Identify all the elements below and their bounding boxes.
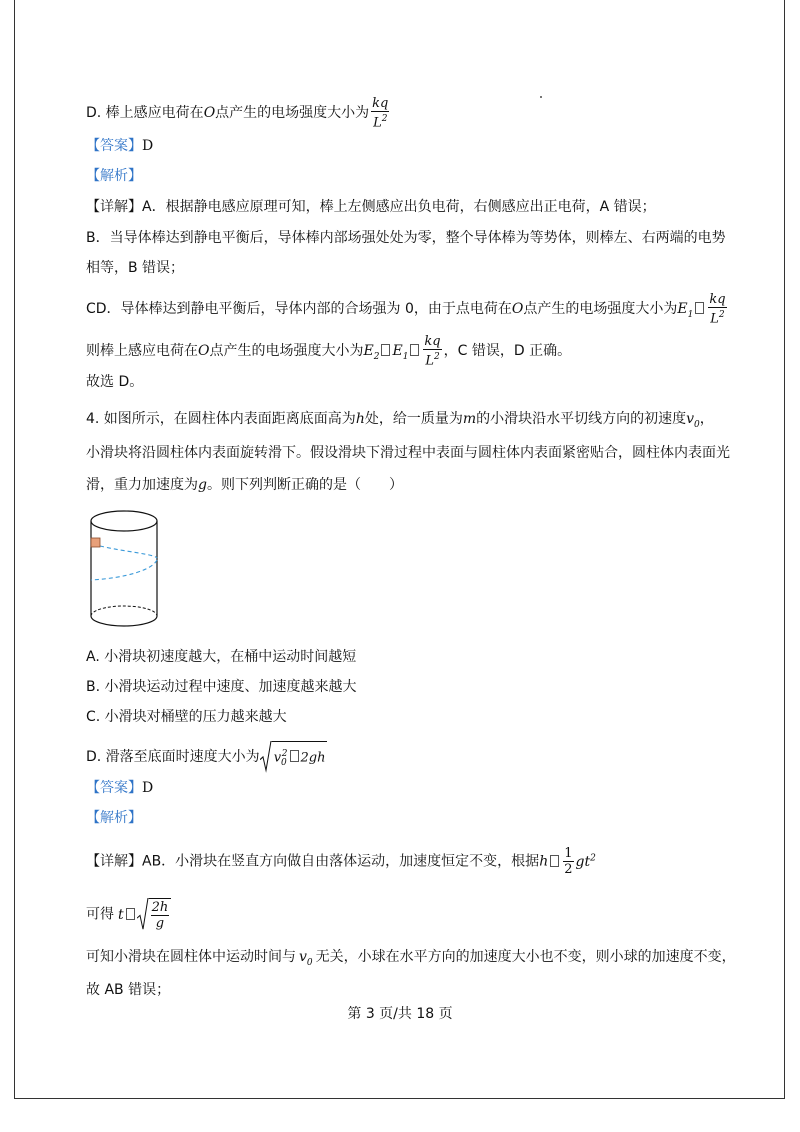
detail-cd1-text: CD．导体棒达到静电平衡后，导体内部的合场强为 0，由于点电荷在 xyxy=(86,301,512,318)
missing-glyph-box xyxy=(550,855,559,867)
q4-analysis-tag xyxy=(86,808,142,828)
path-upper-dashed xyxy=(100,546,157,558)
analysis-tag: 【解析】 xyxy=(86,810,142,826)
stem2-text: 小滑块将沿圆柱体内表面旋转滑下。假设滑块下滑过程中表面与圆柱体内表面紧密贴合，圆柱体内表面光 xyxy=(86,445,730,461)
answer-tag: 【答案】 xyxy=(86,138,142,154)
detail-c-prefix: 可知小滑块在圆柱体中运动时间与 xyxy=(86,949,296,965)
option-a-text: A. 小滑块初速度越大，在桶中运动时间越短 xyxy=(86,649,357,665)
q3-answer xyxy=(86,136,153,156)
analysis-tag: 【解析】 xyxy=(86,168,142,184)
stem1-text: 4. 如图所示，在圆柱体内表面距离底面高为 xyxy=(86,411,356,427)
var-h: h xyxy=(355,411,365,427)
e1-symbol: $E_1$ xyxy=(677,301,694,320)
radical-sign xyxy=(260,741,272,773)
slider-block xyxy=(91,538,100,547)
q4-detail-end xyxy=(86,980,170,1000)
missing-glyph-box xyxy=(381,344,390,356)
q4-option-d xyxy=(86,741,327,773)
radical-sign xyxy=(137,898,149,931)
point-o: O xyxy=(203,105,216,122)
q4-detail-c xyxy=(86,947,736,973)
q3-detail-cd2 xyxy=(86,334,571,368)
stem1-b: 处，给一质量为 xyxy=(364,411,463,427)
answer-tag: 【答案】 xyxy=(86,780,142,796)
detail-end-text: 故 AB 错误； xyxy=(86,982,171,998)
sqrt-expression: $v_0^2$ 2gh xyxy=(260,741,328,773)
q3-detail-cd1 xyxy=(86,292,729,326)
speck xyxy=(540,96,542,98)
detail-tag: 【详解】 xyxy=(86,199,142,215)
missing-glyph-box xyxy=(126,908,135,920)
stem1-c: 的小滑块沿水平切线方向的初速度 xyxy=(476,411,687,427)
q4-detail-t xyxy=(86,898,171,931)
sqrt-fraction: $\frac{2h}{g}$ xyxy=(137,898,172,931)
detail-cd2-text: 则棒上感应电荷在 xyxy=(86,343,198,360)
q3-detail-b1 xyxy=(86,228,726,248)
detail-t-prefix: 可得 xyxy=(86,906,114,923)
detail-cd2-suffix: ，C 错误，D 正确。 xyxy=(443,343,572,360)
q3-option-d-text: D. 棒上感应电荷在 xyxy=(86,105,204,122)
fraction-kq-l2: $\frac{kq}{L^2}$ xyxy=(709,292,726,327)
point-o: O xyxy=(198,343,210,360)
var-v0: $v_0$ xyxy=(299,949,313,968)
q3-conclusion xyxy=(86,372,143,392)
cylinder-bottom-front xyxy=(91,616,157,626)
q4-option-b xyxy=(86,677,357,697)
option-b-text: B. 小滑块运动过程中速度、加速度越来越大 xyxy=(86,679,357,695)
q3-option-d-mid: 点产生的电场强度大小为 xyxy=(215,105,370,122)
stem3-text: 滑，重力加速度为 xyxy=(86,477,198,493)
conclusion-text: 故选 D。 xyxy=(86,374,144,390)
page-footer xyxy=(0,1003,800,1023)
var-v0: $v_0$ xyxy=(686,411,700,430)
detail-cd1-mid: 点产生的电场强度大小为 xyxy=(523,301,678,318)
detail-cd2-mid: 点产生的电场强度大小为 xyxy=(209,343,364,360)
var-g: g xyxy=(198,477,207,493)
stem3-b: 。则下列判断正确的是（ ） xyxy=(206,477,403,493)
e2-symbol: $E_2$ xyxy=(363,343,380,362)
option-c-text: C. 小滑块对桶壁的压力越来越大 xyxy=(86,709,287,725)
detail-tag: 【详解】 xyxy=(86,853,142,870)
gt-squared: $gt^2$ xyxy=(575,852,596,870)
page-number: 第 3 页/共 18 页 xyxy=(347,1006,453,1022)
cylinder-top xyxy=(91,511,157,531)
missing-glyph-box xyxy=(695,302,704,314)
fraction-kq-l2: $\frac{kq}{L^2}$ xyxy=(372,96,389,131)
stem1-end: ， xyxy=(699,411,714,427)
e1-symbol: $E_1$ xyxy=(392,343,409,362)
q3-detail-a xyxy=(86,197,656,217)
point-o: O xyxy=(511,301,524,318)
path-lower-dashed xyxy=(91,560,157,580)
q4-stem-3 xyxy=(86,475,403,495)
q4-detail-ab xyxy=(86,846,596,877)
q3-option-d xyxy=(86,96,391,130)
q3-detail-b2 xyxy=(86,258,184,278)
var-m: m xyxy=(462,411,477,427)
answer-value: D xyxy=(142,138,154,154)
detail-a-text: A．根据静电感应原理可知，棒上左侧感应出负电荷，右侧感应出正电荷，A 错误； xyxy=(142,199,656,215)
detail-b2-text: 相等，B 错误； xyxy=(86,260,185,276)
q4-stem-2 xyxy=(86,443,730,463)
var-t: t xyxy=(118,906,124,923)
missing-glyph-box xyxy=(290,750,299,762)
fraction-kq-l2: $\frac{kq}{L^2}$ xyxy=(424,334,441,369)
q4-option-a xyxy=(86,647,356,667)
detail-c-suffix: 无关，小球在水平方向的加速度大小也不变，则小球的加速度不变， xyxy=(315,949,736,965)
cylinder-figure xyxy=(86,508,166,630)
fraction-half: $\frac{1}{2}$ xyxy=(564,846,573,877)
q4-stem-1 xyxy=(86,409,714,435)
answer-value: D xyxy=(142,780,154,796)
cylinder-bottom-back xyxy=(91,606,157,616)
missing-glyph-box xyxy=(410,344,419,356)
var-h: h xyxy=(539,853,549,870)
q3-analysis-tag xyxy=(86,166,142,186)
detail-b1-text: B．当导体棒达到静电平衡后，导体棒内部场强处处为零，整个导体棒为等势体，则棒左、右两端的电势 xyxy=(86,230,726,246)
q4-answer xyxy=(86,778,153,798)
option-d-text: D. 滑落至底面时速度大小为 xyxy=(86,748,260,765)
detail-ab-text: AB．小滑块在竖直方向做自由落体运动，加速度恒定不变，根据 xyxy=(142,853,540,870)
q4-option-c xyxy=(86,707,287,727)
